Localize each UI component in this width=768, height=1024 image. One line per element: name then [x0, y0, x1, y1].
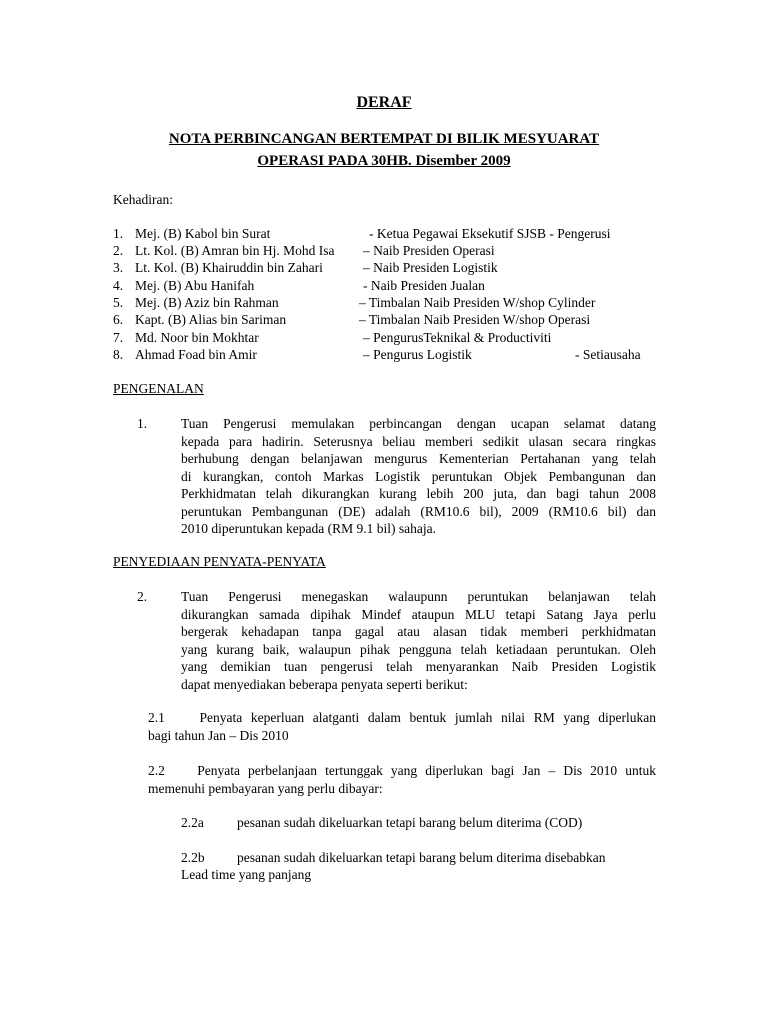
attendee-row: [113, 294, 673, 312]
attendee-row: [113, 259, 673, 277]
item-2-1: [148, 709, 656, 744]
attendee-number: 5.: [113, 295, 124, 310]
paragraph-line: peruntukan Pembangunan (DE) adalah (RM10.6 bil), 2009 (RM10.6 bil) dan: [181, 503, 656, 519]
attendee-number: 7.: [113, 330, 124, 345]
attendee-role: – Naib Presiden Logistik: [363, 260, 498, 275]
paragraph-line: di kurangkan, contoh Markas Logistik peruntukan Objek Pembangunan dan: [181, 468, 656, 484]
section-heading-penyediaan: PENYEDIAAN PENYATA-PENYATA: [113, 554, 326, 569]
attendee-name: Mej. (B) Aziz bin Rahman: [135, 295, 279, 310]
document-subtitle-line2: OPERASI PADA 30HB. Disember 2009: [257, 153, 511, 169]
attendee-name: Md. Noor bin Mokhtar: [135, 330, 259, 345]
paragraph-line: yang demikian tuan pengerusi telah menyarankan Naib Presiden Logistik: [181, 659, 656, 674]
attendee-role: – Timbalan Naib Presiden W/shop Operasi: [359, 312, 591, 327]
paragraph-line: berhubung dengan belanjawan mengurus Kementerian Pertahanan yang telah: [181, 451, 656, 466]
item-2-2: [148, 762, 656, 797]
paragraph-2: [181, 588, 656, 693]
attendee-name: Mej. (B) Kabol bin Surat: [135, 226, 271, 241]
attendee-row: [113, 242, 673, 260]
paragraph-line: Tuan Pengerusi menegaskan walaupunn peruntukan belanjawan telah: [181, 589, 656, 604]
paragraph-line: 2010 diperuntukan kepada (RM 9.1 bil) sahaja.: [181, 521, 436, 536]
attendee-name: Kapt. (B) Alias bin Sariman: [135, 312, 287, 327]
attendee-row: [113, 225, 673, 243]
attendee-role: – Naib Presiden Operasi: [363, 243, 495, 258]
attendee-number: 3.: [113, 260, 124, 275]
paragraph-number: 1.: [137, 416, 148, 431]
section-heading-pengenalan: PENGENALAN: [113, 381, 204, 396]
paragraph-1: [181, 415, 656, 538]
attendee-number: 6.: [113, 312, 124, 327]
paragraph-line: yang kurang baik, walaupun pihak pengguna telah ketiadaan peruntukan. Oleh: [181, 641, 656, 657]
attendee-name: Ahmad Foad bin Amir: [135, 347, 257, 362]
paragraph-line: bergerak kehadapan tanpa gagal atau alasan tidak memberi perkhidmatan: [181, 624, 656, 639]
item-line: 2.1 Penyata keperluan alatganti dalam bentuk jumlah nilai RM yang diperlukan: [148, 710, 656, 725]
attendance-label: Kehadiran:: [113, 192, 173, 207]
attendee-number: 4.: [113, 278, 124, 293]
paragraph-line: Tuan Pengerusi memulakan perbincangan dengan ucapan selamat datang: [181, 416, 656, 431]
attendee-number: 1.: [113, 226, 124, 241]
paragraph-line: dikurangkan samada dipihak Mindef ataupun MLU tetapi Satang Jaya perlu: [181, 606, 656, 622]
item-2-2a-label: 2.2a: [181, 815, 204, 830]
attendee-role: – PengurusTeknikal & Productiviti: [363, 330, 552, 345]
attendee-name: Mej. (B) Abu Hanifah: [135, 278, 255, 293]
attendee-row: [113, 329, 673, 347]
attendee-name: Lt. Kol. (B) Khairuddin bin Zahari: [135, 260, 323, 275]
attendee-role: - Naib Presiden Jualan: [363, 278, 485, 293]
item-2-2b-continuation: Lead time yang panjang: [181, 867, 312, 882]
item-line: memenuhi pembayaran yang perlu dibayar:: [148, 780, 383, 796]
attendee-row: [113, 311, 673, 329]
paragraph-line: Perkhidmatan telah dikurangkan kurang lebih 200 juta, dan bagi tahun 2008: [181, 486, 656, 501]
paragraph-number: 2.: [137, 589, 148, 604]
attendee-number: 2.: [113, 243, 124, 258]
item-2-2b-text: pesanan sudah dikeluarkan tetapi barang belum diterima disebabkan: [237, 850, 606, 865]
item-line: 2.2 Penyata perbelanjaan tertunggak yang diperlukan bagi Jan – Dis 2010 untuk: [148, 763, 656, 778]
item-2-2a-text: pesanan sudah dikeluarkan tetapi barang belum diterima (COD): [237, 815, 583, 830]
attendee-extra-role: - Setiausaha: [575, 347, 641, 362]
attendee-role: – Timbalan Naib Presiden W/shop Cylinder: [359, 295, 596, 310]
attendee-number: 8.: [113, 347, 124, 362]
item-line: bagi tahun Jan – Dis 2010: [148, 727, 289, 743]
attendee-row: [113, 277, 673, 295]
attendee-row: [113, 346, 673, 364]
document-title: DERAF: [356, 94, 412, 111]
document-subtitle-line1: NOTA PERBINCANGAN BERTEMPAT DI BILIK MESYUARAT: [168, 131, 600, 147]
paragraph-line: dapat menyediakan beberapa penyata seperti berikut:: [181, 676, 468, 692]
attendee-role: - Ketua Pegawai Eksekutif SJSB - Pengerusi: [369, 226, 611, 241]
attendee-name: Lt. Kol. (B) Amran bin Hj. Mohd Isa: [135, 243, 335, 258]
attendee-role: – Pengurus Logistik: [363, 347, 472, 362]
paragraph-line: kepada para hadirin. Seterusnya beliau memberi sedikit ulasan secara ringkas: [181, 433, 656, 449]
item-2-2b-label: 2.2b: [181, 850, 205, 865]
